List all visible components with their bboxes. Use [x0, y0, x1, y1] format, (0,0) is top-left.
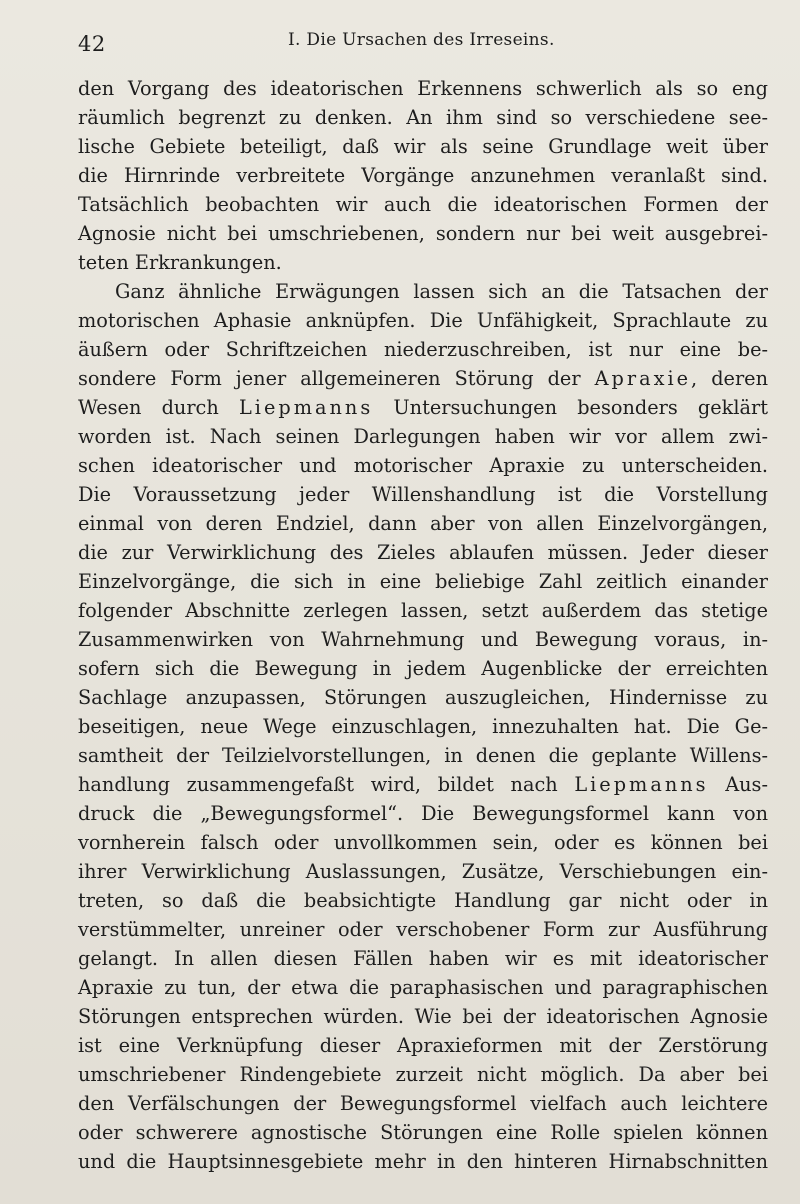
- chapter-title: I. Die Ursachen des Irreseins.: [288, 30, 555, 50]
- text-line: die Hirnrinde verbreitete Vorgänge anzunehmen veranlaßt sind.: [78, 164, 768, 187]
- running-header: [78, 30, 766, 60]
- emphasized-term: Apraxie: [594, 367, 692, 390]
- text-line: [78, 770, 768, 799]
- text-line: treten, so daß die beabsichtigte Handlung gar nicht oder in: [78, 889, 768, 912]
- text-segment: , deren: [691, 367, 768, 390]
- text-segment: Wesen durch: [78, 396, 219, 419]
- text-line: Ganz ähnliche Erwägungen lassen sich an die Tatsachen der: [115, 280, 768, 303]
- body-text: [78, 74, 768, 1176]
- text-line: äußern oder Schriftzeichen niederzuschreiben, ist nur eine be-: [78, 338, 768, 361]
- emphasized-name: Liepmanns: [238, 396, 374, 419]
- text-line: Tatsächlich beobachten wir auch die ideatorischen Formen der: [78, 193, 768, 216]
- text-line: gelangt. In allen diesen Fällen haben wir es mit ideatorischer: [78, 947, 768, 970]
- text-line: oder schwerere agnostische Störungen eine Rolle spielen können: [78, 1121, 768, 1144]
- text-line: ihrer Verwirklichung Auslassungen, Zusätze, Verschiebungen ein-: [78, 860, 768, 883]
- text-line: [78, 393, 768, 422]
- text-line: den Vorgang des ideatorischen Erkennens schwerlich als so eng: [78, 77, 768, 100]
- text-line: umschriebener Rindengebiete zurzeit nicht möglich. Da aber bei: [78, 1063, 768, 1086]
- text-line: ist eine Verknüpfung dieser Apraxieformen mit der Zerstörung: [78, 1034, 768, 1057]
- text-segment: Untersuchungen besonders geklärt: [393, 396, 768, 419]
- text-line: teten Erkrankungen.: [78, 251, 282, 274]
- text-line: Störungen entsprechen würden. Wie bei der ideatorischen Agnosie: [78, 1005, 768, 1028]
- text-line: schen ideatorischer und motorischer Apraxie zu unterscheiden.: [78, 454, 768, 477]
- text-line: lische Gebiete beteiligt, daß wir als seine Grundlage weit über: [78, 135, 768, 158]
- text-line: Sachlage anzupassen, Störungen auszugleichen, Hindernisse zu: [78, 686, 768, 709]
- text-line: [78, 364, 768, 393]
- text-line: sofern sich die Bewegung in jedem Augenblicke der erreichten: [78, 657, 768, 680]
- text-line: und die Hauptsinnesgebiete mehr in den hinteren Hirnabschnitten: [78, 1150, 768, 1173]
- text-line: worden ist. Nach seinen Darlegungen haben wir vor allem zwi-: [78, 425, 768, 448]
- text-line: Einzelvorgänge, die sich in eine beliebige Zahl zeitlich einander: [78, 570, 768, 593]
- text-line: Die Voraussetzung jeder Willenshandlung ist die Vorstellung: [78, 483, 768, 506]
- page-number: 42: [78, 32, 106, 56]
- text-line: die zur Verwirklichung des Zieles ablaufen müssen. Jeder dieser: [78, 541, 768, 564]
- text-line: druck die „Bewegungsformel“. Die Bewegungsformel kann von: [78, 802, 768, 825]
- text-segment: handlung zusammengefaßt wird, bildet nach: [78, 773, 558, 796]
- text-segment: sondere Form jener allgemeineren Störung der: [78, 367, 581, 390]
- text-segment: Aus-: [725, 773, 768, 796]
- text-line: den Verfälschungen der Bewegungsformel vielfach auch leichtere: [78, 1092, 768, 1115]
- text-line: räumlich begrenzt zu denken. An ihm sind so verschiedene see-: [78, 106, 768, 129]
- text-line: samtheit der Teilzielvorstellungen, in denen die geplante Willens-: [78, 744, 768, 767]
- emphasized-name: Liepmanns: [574, 773, 709, 796]
- text-line: verstümmelter, unreiner oder verschobener Form zur Ausführung: [78, 918, 768, 941]
- text-line: folgender Abschnitte zerlegen lassen, setzt außerdem das stetige: [78, 599, 768, 622]
- text-line: einmal von deren Endziel, dann aber von allen Einzelvorgängen,: [78, 512, 768, 535]
- text-line: Agnosie nicht bei umschriebenen, sondern nur bei weit ausgebrei-: [78, 222, 768, 245]
- text-line: motorischen Aphasie anknüpfen. Die Unfähigkeit, Sprachlaute zu: [78, 309, 768, 332]
- text-line: vornherein falsch oder unvollkommen sein, oder es können bei: [78, 831, 768, 854]
- text-line: beseitigen, neue Wege einzuschlagen, innezuhalten hat. Die Ge-: [78, 715, 768, 738]
- text-line: Zusammenwirken von Wahrnehmung und Bewegung voraus, in-: [78, 628, 768, 651]
- text-line: Apraxie zu tun, der etwa die paraphasischen und paragraphischen: [78, 976, 768, 999]
